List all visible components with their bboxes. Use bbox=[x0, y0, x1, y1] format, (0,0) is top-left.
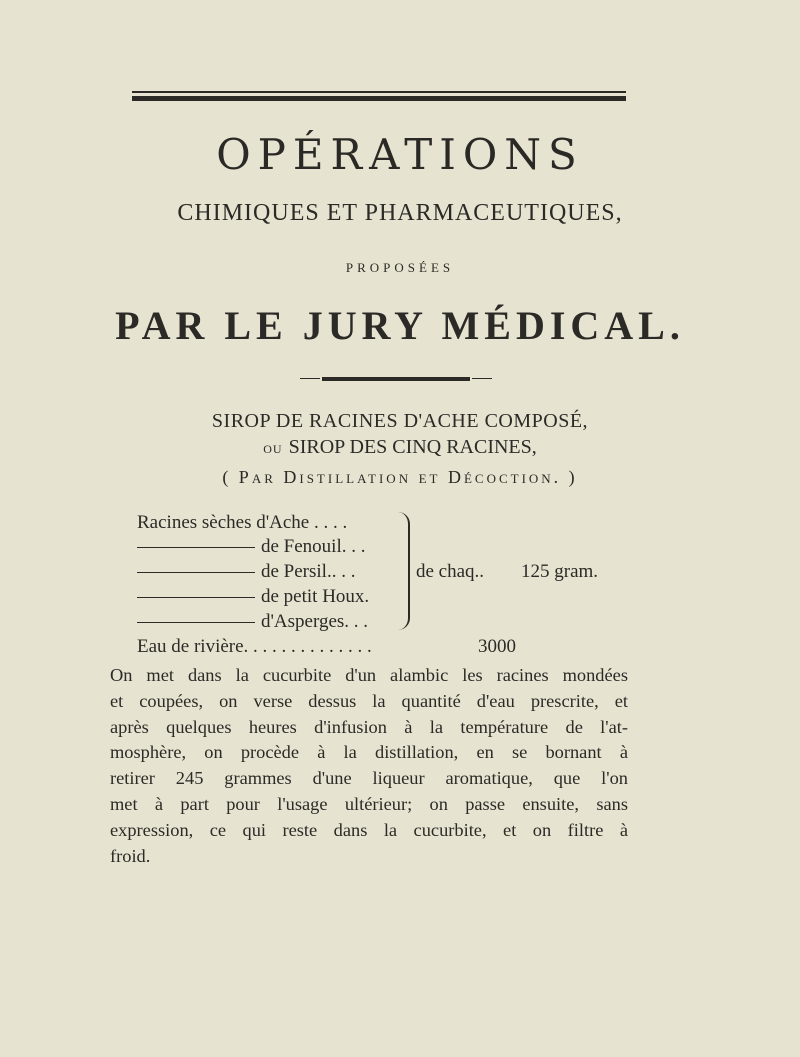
ingredient-row bbox=[137, 611, 368, 633]
ingredient-label: Racines sèches d'Ache . . . . bbox=[137, 512, 348, 533]
ingredient-row bbox=[137, 586, 369, 608]
paragraph-line: et coupées, on verse dessus la quantité d'eau prescrite, et bbox=[110, 690, 628, 711]
paragraph-line: met à part pour l'usage ultérieur; on passe ensuite, sans bbox=[110, 793, 628, 814]
paragraph-line: expression, ce qui reste dans la cucurbite, et on filtre à bbox=[110, 819, 628, 840]
water-label: Eau de rivière. . . . . . . . . . . . . . bbox=[137, 636, 372, 657]
ingredient-brace bbox=[394, 512, 410, 630]
recipe-name: SIROP DE RACINES D'ACHE COMPOSÉ, bbox=[211, 410, 589, 432]
section-divider bbox=[322, 377, 470, 381]
each-quantity-amount: 125 gram. bbox=[521, 561, 599, 582]
ditto-dashes bbox=[137, 547, 255, 548]
ingredient-row bbox=[137, 536, 366, 558]
ingredient-label: de petit Houx. bbox=[261, 586, 370, 607]
title-proposed: PROPOSÉES bbox=[345, 260, 455, 275]
recipe-alt-name: SIROP DES CINQ RACINES, bbox=[288, 436, 537, 458]
ditto-dashes bbox=[137, 597, 255, 598]
title-jury: PAR LE JURY MÉDICAL. bbox=[115, 303, 685, 348]
ingredient-label: de Persil.. . . bbox=[261, 561, 356, 582]
paragraph-line: On met dans la cucurbite d'un alambic les racines mondées bbox=[110, 665, 628, 685]
ditto-dashes bbox=[137, 622, 255, 623]
method-paragraph bbox=[110, 663, 628, 869]
water-amount: 3000 bbox=[478, 636, 516, 657]
paragraph-line: après quelques heures d'infusion à la température de l'at- bbox=[110, 716, 628, 737]
ingredient-row bbox=[137, 561, 355, 583]
ditto-dashes bbox=[137, 572, 255, 573]
ingredient-label: de Fenouil. . . bbox=[261, 536, 366, 557]
paragraph-line: mosphère, on procède à la distillation, en se bornant à bbox=[110, 742, 628, 763]
top-rule bbox=[132, 91, 626, 101]
recipe-method: ( Par Distillation et Décoction. ) bbox=[222, 467, 578, 487]
paragraph-line: retirer 245 grammes d'une liqueur aromatique, que l'on bbox=[110, 768, 628, 789]
recipe-alt-prefix: OU bbox=[263, 442, 283, 456]
title-subtitle: CHIMIQUES ET PHARMACEUTIQUES, bbox=[177, 200, 623, 226]
ingredient-row bbox=[137, 512, 347, 534]
title-operations: OPÉRATIONS bbox=[216, 130, 584, 179]
recipe-alt-name-line bbox=[0, 436, 800, 459]
paragraph-line: froid. bbox=[110, 845, 151, 866]
ingredient-label: d'Asperges. . . bbox=[261, 611, 369, 632]
each-quantity-label: de chaq.. bbox=[416, 561, 485, 582]
